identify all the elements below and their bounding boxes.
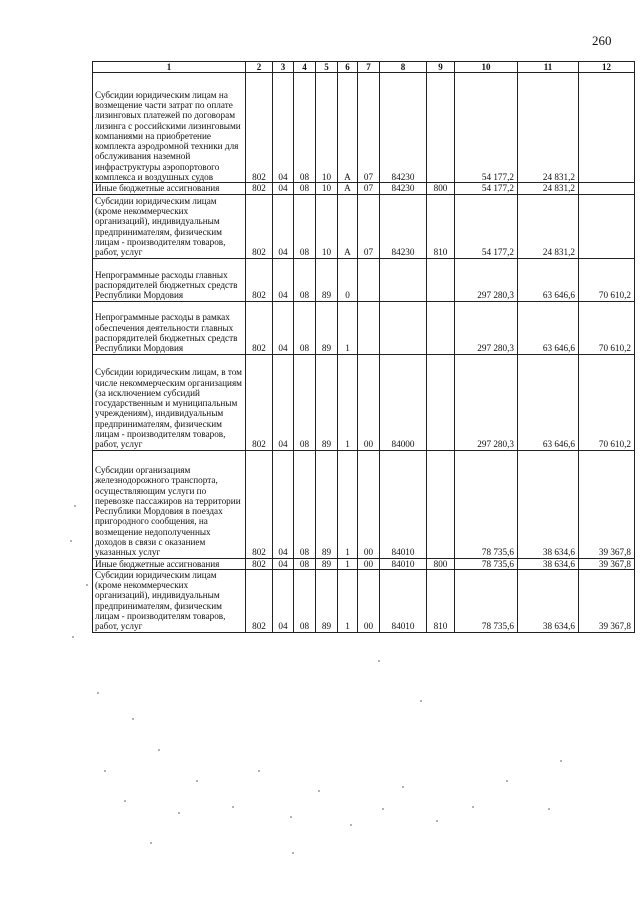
cell-col-9: 800 [427, 183, 455, 194]
cell-col-5: 89 [316, 258, 338, 301]
cell-col-6: А [338, 183, 358, 194]
cell-col-6: 1 [338, 558, 358, 569]
table-row [93, 183, 635, 194]
cell-col-10: 54 177,2 [455, 183, 518, 194]
column-header: 2 [246, 62, 273, 73]
table-row [93, 354, 635, 450]
page-number: 260 [592, 33, 612, 48]
cell-col-10: 297 280,3 [455, 258, 518, 301]
cell-col-8: 84000 [380, 354, 427, 450]
cell-col-4: 08 [294, 301, 316, 354]
row-description: Иные бюджетные ассигнования [93, 183, 246, 194]
cell-col-2: 802 [246, 569, 273, 632]
column-header: 4 [294, 62, 316, 73]
cell-col-9: 800 [427, 558, 455, 569]
budget-table [92, 61, 635, 633]
cell-col-11: 63 646,6 [518, 301, 579, 354]
column-header: 12 [579, 62, 635, 73]
cell-col-2: 802 [246, 183, 273, 194]
cell-col-8: 84010 [380, 450, 427, 558]
scan-speck [70, 540, 72, 542]
cell-col-3: 04 [273, 558, 294, 569]
cell-col-11: 63 646,6 [518, 354, 579, 450]
cell-col-6: 1 [338, 450, 358, 558]
table-row [93, 569, 635, 632]
scan-speck [178, 812, 180, 814]
scan-speck [196, 780, 198, 782]
cell-col-7: 00 [358, 558, 380, 569]
scan-speck [472, 806, 474, 808]
cell-col-4: 08 [294, 183, 316, 194]
scan-speck [318, 790, 320, 792]
scan-speck [86, 584, 88, 586]
cell-col-5: 89 [316, 558, 338, 569]
cell-col-9 [427, 258, 455, 301]
row-description: Субсидии организациям железнодорожного транспорта, осуществляющим услуги по перевозке пассажиров на территории Республики Мордовия в поездах пригородного сообщения, на возмещение недополученных доходов в связи с оказанием указанных услуг [93, 450, 246, 558]
cell-col-7: 07 [358, 73, 380, 183]
cell-col-11: 38 634,6 [518, 450, 579, 558]
cell-col-6: 1 [338, 301, 358, 354]
cell-col-4: 08 [294, 450, 316, 558]
table-row [93, 73, 635, 183]
cell-col-7 [358, 258, 380, 301]
scan-speck [402, 786, 404, 788]
scan-speck [420, 700, 422, 702]
header-row [93, 62, 635, 73]
scan-speck [124, 800, 126, 802]
row-description: Иные бюджетные ассигнования [93, 558, 246, 569]
scan-speck [232, 806, 234, 808]
scan-speck [560, 760, 562, 762]
cell-col-2: 802 [246, 194, 273, 258]
scan-speck [104, 770, 106, 772]
cell-col-10: 54 177,2 [455, 73, 518, 183]
column-header: 3 [273, 62, 294, 73]
cell-col-2: 802 [246, 450, 273, 558]
cell-col-7: 07 [358, 183, 380, 194]
scan-speck [150, 842, 152, 844]
cell-col-5: 10 [316, 183, 338, 194]
cell-col-2: 802 [246, 73, 273, 183]
scan-speck [158, 749, 160, 751]
cell-col-10: 297 280,3 [455, 301, 518, 354]
cell-col-7: 00 [358, 450, 380, 558]
table-row [93, 450, 635, 558]
scan-speck [350, 824, 352, 826]
cell-col-8: 84230 [380, 183, 427, 194]
cell-col-8: 84010 [380, 558, 427, 569]
column-header: 9 [427, 62, 455, 73]
cell-col-3: 04 [273, 569, 294, 632]
cell-col-3: 04 [273, 258, 294, 301]
cell-col-7: 07 [358, 194, 380, 258]
table-row [93, 258, 635, 301]
cell-col-12 [579, 194, 635, 258]
cell-col-7: 00 [358, 569, 380, 632]
cell-col-8: 84010 [380, 569, 427, 632]
cell-col-2: 802 [246, 558, 273, 569]
scan-speck [74, 505, 76, 507]
cell-col-5: 89 [316, 354, 338, 450]
cell-col-12: 70 610,2 [579, 258, 635, 301]
row-description: Непрограммные расходы главных распорядителей бюджетных средств Республики Мордовия [93, 258, 246, 301]
cell-col-10: 78 735,6 [455, 569, 518, 632]
row-description: Субсидии юридическим лицам (кроме некоммерческих организаций), индивидуальным предпринимателям, физическим лицам - производителям товаров, работ, услуг [93, 569, 246, 632]
cell-col-11: 24 831,2 [518, 73, 579, 183]
cell-col-3: 04 [273, 354, 294, 450]
cell-col-11: 38 634,6 [518, 558, 579, 569]
cell-col-9 [427, 73, 455, 183]
cell-col-9 [427, 301, 455, 354]
cell-col-9 [427, 450, 455, 558]
cell-col-6: А [338, 73, 358, 183]
cell-col-2: 802 [246, 258, 273, 301]
cell-col-3: 04 [273, 194, 294, 258]
cell-col-10: 297 280,3 [455, 354, 518, 450]
column-header: 5 [316, 62, 338, 73]
cell-col-5: 89 [316, 450, 338, 558]
cell-col-12: 70 610,2 [579, 354, 635, 450]
cell-col-4: 08 [294, 258, 316, 301]
cell-col-6: А [338, 194, 358, 258]
scan-speck [436, 820, 438, 822]
column-header: 1 [93, 62, 246, 73]
cell-col-5: 10 [316, 194, 338, 258]
scan-speck [97, 692, 99, 694]
cell-col-4: 08 [294, 73, 316, 183]
cell-col-2: 802 [246, 301, 273, 354]
cell-col-10: 78 735,6 [455, 450, 518, 558]
scan-speck [258, 770, 260, 772]
cell-col-8: 84230 [380, 73, 427, 183]
cell-col-11: 24 831,2 [518, 183, 579, 194]
cell-col-4: 08 [294, 194, 316, 258]
cell-col-6: 0 [338, 258, 358, 301]
cell-col-6: 1 [338, 354, 358, 450]
cell-col-4: 08 [294, 558, 316, 569]
cell-col-11: 38 634,6 [518, 569, 579, 632]
column-header: 8 [380, 62, 427, 73]
scan-speck [292, 852, 294, 854]
row-description: Субсидии юридическим лицам (кроме некоммерческих организаций), индивидуальным предпринимателям, физическим лицам - производителям товаров, работ, услуг [93, 194, 246, 258]
scan-speck [290, 816, 292, 818]
cell-col-3: 04 [273, 73, 294, 183]
cell-col-3: 04 [273, 301, 294, 354]
table-row [93, 194, 635, 258]
table-row [93, 558, 635, 569]
cell-col-9: 810 [427, 569, 455, 632]
column-header: 7 [358, 62, 380, 73]
table-row [93, 301, 635, 354]
cell-col-10: 78 735,6 [455, 558, 518, 569]
cell-col-8 [380, 258, 427, 301]
cell-col-5: 89 [316, 569, 338, 632]
cell-col-5: 89 [316, 301, 338, 354]
row-description: Субсидии юридическим лицам на возмещение части затрат по оплате лизинговых платежей по договорам лизинга с российскими лизинговыми компаниями на приобретение комплекта аэродромной техники для обслуживания наземной инфраструктуры аэропортового комплекса и воздушных судов [93, 73, 246, 183]
scan-speck [548, 808, 550, 810]
cell-col-7: 00 [358, 354, 380, 450]
cell-col-12: 39 367,8 [579, 450, 635, 558]
cell-col-3: 04 [273, 183, 294, 194]
cell-col-4: 08 [294, 569, 316, 632]
cell-col-4: 08 [294, 354, 316, 450]
scan-speck [506, 780, 508, 782]
cell-col-10: 54 177,2 [455, 194, 518, 258]
cell-col-12: 39 367,8 [579, 569, 635, 632]
cell-col-8: 84230 [380, 194, 427, 258]
cell-col-12 [579, 183, 635, 194]
scan-speck [72, 636, 74, 638]
column-header: 11 [518, 62, 579, 73]
cell-col-12: 39 367,8 [579, 558, 635, 569]
row-description: Непрограммные расходы в рамках обеспечения деятельности главных распорядителей бюджетных средств Республики Мордовия [93, 301, 246, 354]
scan-speck [378, 660, 380, 662]
cell-col-9: 810 [427, 194, 455, 258]
cell-col-5: 10 [316, 73, 338, 183]
cell-col-11: 63 646,6 [518, 258, 579, 301]
row-description: Субсидии юридическим лицам, в том числе некоммерческим организациям (за исключением субсидий государственным и муниципальным учреждениям), индивидуальным предпринимателям, физическим лицам - производителям товаров, работ, услуг [93, 354, 246, 450]
cell-col-6: 1 [338, 569, 358, 632]
cell-col-9 [427, 354, 455, 450]
cell-col-12 [579, 73, 635, 183]
cell-col-11: 24 831,2 [518, 194, 579, 258]
cell-col-12: 70 610,2 [579, 301, 635, 354]
cell-col-3: 04 [273, 450, 294, 558]
table-body [93, 73, 635, 632]
cell-col-7 [358, 301, 380, 354]
column-header: 6 [338, 62, 358, 73]
column-header: 10 [455, 62, 518, 73]
scan-speck [382, 808, 384, 810]
cell-col-8 [380, 301, 427, 354]
scan-speck [132, 718, 134, 720]
cell-col-2: 802 [246, 354, 273, 450]
